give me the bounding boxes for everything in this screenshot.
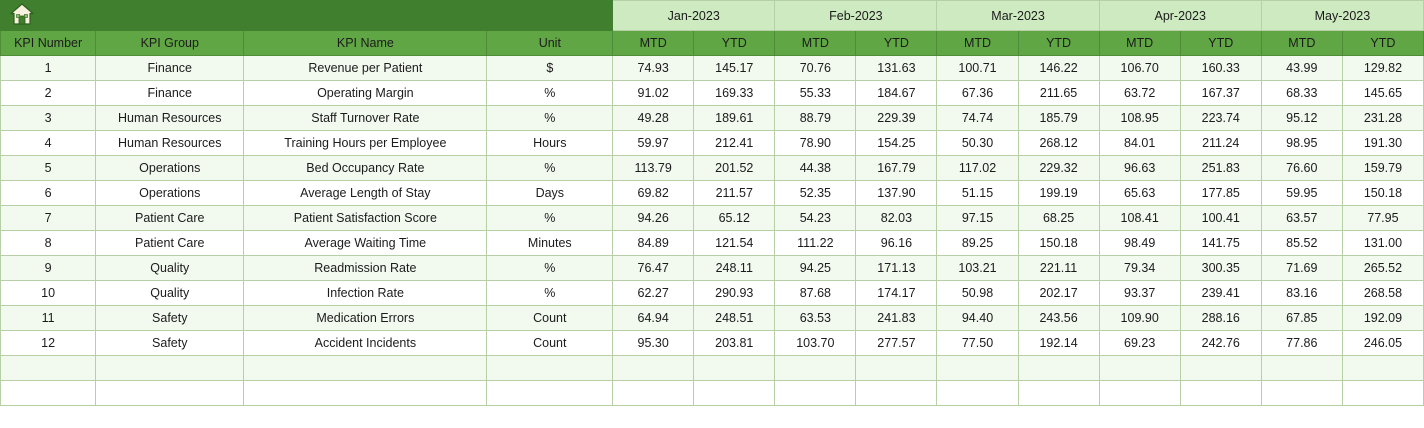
cell-jan-ytd: 248.51 [694, 306, 775, 331]
cell-apr-ytd: 300.35 [1180, 256, 1261, 281]
header-may-ytd: YTD [1342, 31, 1423, 56]
cell-apr-ytd: 160.33 [1180, 56, 1261, 81]
cell-feb-mtd: 87.68 [775, 281, 856, 306]
cell-apr-ytd: 141.75 [1180, 231, 1261, 256]
cell-kpi-name: Accident Incidents [244, 331, 487, 356]
cell-jan-ytd: 211.57 [694, 181, 775, 206]
cell-unit: Days [487, 181, 613, 206]
cell-may-mtd: 59.95 [1261, 181, 1342, 206]
cell-feb-ytd: 229.39 [856, 106, 937, 131]
cell-unit: % [487, 156, 613, 181]
cell-kpi-group: Safety [96, 306, 244, 331]
cell-kpi-group: Operations [96, 181, 244, 206]
table-row [1, 306, 1424, 331]
cell-kpi-name: Infection Rate [244, 281, 487, 306]
cell-jan-mtd: 94.26 [613, 206, 694, 231]
cell-apr-mtd: 108.95 [1099, 106, 1180, 131]
cell-jan-mtd: 49.28 [613, 106, 694, 131]
cell-kpi-name [244, 356, 487, 381]
table-row [1, 256, 1424, 281]
cell-kpi-number: 7 [1, 206, 96, 231]
header-mar-mtd: MTD [937, 31, 1018, 56]
cell-apr-ytd: 177.85 [1180, 181, 1261, 206]
cell-may-ytd: 131.00 [1342, 231, 1423, 256]
cell-kpi-name: Bed Occupancy Rate [244, 156, 487, 181]
cell-kpi-number: 4 [1, 131, 96, 156]
cell-may-ytd: 192.09 [1342, 306, 1423, 331]
table-row [1, 81, 1424, 106]
cell-jan-mtd: 95.30 [613, 331, 694, 356]
cell-apr-ytd: 239.41 [1180, 281, 1261, 306]
cell-mar-ytd: 221.11 [1018, 256, 1099, 281]
cell-mar-mtd: 50.30 [937, 131, 1018, 156]
cell-jan-mtd: 64.94 [613, 306, 694, 331]
cell-mar-ytd: 211.65 [1018, 81, 1099, 106]
cell-may-mtd [1261, 381, 1342, 406]
cell-feb-ytd: 154.25 [856, 131, 937, 156]
cell-kpi-name: Readmission Rate [244, 256, 487, 281]
cell-feb-ytd: 241.83 [856, 306, 937, 331]
month-header-jan: Jan-2023 [613, 1, 775, 31]
cell-apr-mtd: 65.63 [1099, 181, 1180, 206]
cell-apr-ytd: 100.41 [1180, 206, 1261, 231]
cell-apr-ytd [1180, 356, 1261, 381]
cell-kpi-name: Revenue per Patient [244, 56, 487, 81]
month-header-feb: Feb-2023 [775, 1, 937, 31]
cell-may-mtd: 76.60 [1261, 156, 1342, 181]
month-header-mar: Mar-2023 [937, 1, 1099, 31]
cell-apr-mtd: 106.70 [1099, 56, 1180, 81]
cell-may-ytd: 265.52 [1342, 256, 1423, 281]
cell-kpi-group [96, 356, 244, 381]
cell-mar-mtd: 103.21 [937, 256, 1018, 281]
cell-feb-mtd: 55.33 [775, 81, 856, 106]
table-row [1, 131, 1424, 156]
cell-kpi-number: 6 [1, 181, 96, 206]
cell-mar-ytd: 268.12 [1018, 131, 1099, 156]
cell-kpi-group: Patient Care [96, 206, 244, 231]
cell-kpi-number [1, 381, 96, 406]
table-row [1, 381, 1424, 406]
cell-mar-mtd: 100.71 [937, 56, 1018, 81]
cell-may-ytd: 246.05 [1342, 331, 1423, 356]
cell-mar-ytd: 202.17 [1018, 281, 1099, 306]
header-jan-mtd: MTD [613, 31, 694, 56]
cell-kpi-name: Operating Margin [244, 81, 487, 106]
cell-unit: % [487, 206, 613, 231]
cell-may-ytd: 129.82 [1342, 56, 1423, 81]
header-apr-mtd: MTD [1099, 31, 1180, 56]
cell-jan-mtd: 76.47 [613, 256, 694, 281]
cell-mar-ytd: 229.32 [1018, 156, 1099, 181]
cell-may-ytd: 145.65 [1342, 81, 1423, 106]
cell-apr-mtd: 84.01 [1099, 131, 1180, 156]
cell-apr-mtd: 69.23 [1099, 331, 1180, 356]
cell-jan-ytd [694, 381, 775, 406]
cell-jan-ytd: 121.54 [694, 231, 775, 256]
header-kpi-number: KPI Number [1, 31, 96, 56]
cell-feb-mtd: 103.70 [775, 331, 856, 356]
cell-feb-ytd: 96.16 [856, 231, 937, 256]
cell-kpi-group: Quality [96, 256, 244, 281]
cell-jan-mtd: 74.93 [613, 56, 694, 81]
cell-mar-mtd: 97.15 [937, 206, 1018, 231]
cell-feb-mtd: 111.22 [775, 231, 856, 256]
cell-jan-ytd: 201.52 [694, 156, 775, 181]
header-jan-ytd: YTD [694, 31, 775, 56]
cell-feb-mtd [775, 356, 856, 381]
cell-kpi-group [96, 381, 244, 406]
cell-unit: Hours [487, 131, 613, 156]
cell-kpi-name: Patient Satisfaction Score [244, 206, 487, 231]
cell-mar-mtd [937, 381, 1018, 406]
cell-unit: % [487, 281, 613, 306]
cell-unit: Count [487, 306, 613, 331]
cell-unit: Minutes [487, 231, 613, 256]
column-header-row [1, 31, 1424, 56]
table-body [1, 56, 1424, 406]
cell-feb-ytd: 174.17 [856, 281, 937, 306]
cell-feb-ytd: 184.67 [856, 81, 937, 106]
cell-may-ytd: 150.18 [1342, 181, 1423, 206]
cell-mar-ytd [1018, 381, 1099, 406]
header-mar-ytd: YTD [1018, 31, 1099, 56]
cell-feb-mtd: 44.38 [775, 156, 856, 181]
cell-jan-mtd: 84.89 [613, 231, 694, 256]
cell-kpi-group: Finance [96, 81, 244, 106]
cell-apr-mtd: 63.72 [1099, 81, 1180, 106]
header-feb-ytd: YTD [856, 31, 937, 56]
cell-feb-mtd: 52.35 [775, 181, 856, 206]
cell-apr-ytd: 211.24 [1180, 131, 1261, 156]
cell-may-mtd: 63.57 [1261, 206, 1342, 231]
cell-kpi-number: 12 [1, 331, 96, 356]
cell-apr-ytd: 167.37 [1180, 81, 1261, 106]
cell-may-mtd: 98.95 [1261, 131, 1342, 156]
cell-may-ytd: 231.28 [1342, 106, 1423, 131]
cell-kpi-number: 8 [1, 231, 96, 256]
cell-feb-mtd [775, 381, 856, 406]
cell-apr-ytd: 223.74 [1180, 106, 1261, 131]
cell-mar-ytd: 68.25 [1018, 206, 1099, 231]
cell-mar-ytd: 150.18 [1018, 231, 1099, 256]
cell-kpi-name: Training Hours per Employee [244, 131, 487, 156]
cell-may-mtd: 71.69 [1261, 256, 1342, 281]
cell-may-mtd: 95.12 [1261, 106, 1342, 131]
cell-apr-ytd: 251.83 [1180, 156, 1261, 181]
cell-mar-ytd: 146.22 [1018, 56, 1099, 81]
cell-mar-mtd: 89.25 [937, 231, 1018, 256]
cell-unit: $ [487, 56, 613, 81]
cell-apr-mtd: 98.49 [1099, 231, 1180, 256]
cell-may-mtd: 68.33 [1261, 81, 1342, 106]
cell-may-ytd [1342, 381, 1423, 406]
cell-kpi-number: 3 [1, 106, 96, 131]
cell-may-ytd: 77.95 [1342, 206, 1423, 231]
header-kpi-group: KPI Group [96, 31, 244, 56]
month-header-may: May-2023 [1261, 1, 1423, 31]
cell-apr-mtd: 108.41 [1099, 206, 1180, 231]
cell-mar-mtd: 51.15 [937, 181, 1018, 206]
cell-kpi-number: 2 [1, 81, 96, 106]
table-row [1, 56, 1424, 81]
table-row [1, 331, 1424, 356]
cell-kpi-number: 5 [1, 156, 96, 181]
cell-feb-ytd [856, 381, 937, 406]
cell-mar-mtd: 94.40 [937, 306, 1018, 331]
table-row [1, 181, 1424, 206]
cell-unit: % [487, 81, 613, 106]
cell-feb-mtd: 70.76 [775, 56, 856, 81]
header-feb-mtd: MTD [775, 31, 856, 56]
cell-mar-ytd: 185.79 [1018, 106, 1099, 131]
cell-apr-ytd: 242.76 [1180, 331, 1261, 356]
cell-jan-mtd: 113.79 [613, 156, 694, 181]
cell-jan-ytd: 145.17 [694, 56, 775, 81]
cell-jan-mtd: 59.97 [613, 131, 694, 156]
cell-feb-ytd [856, 356, 937, 381]
cell-mar-mtd [937, 356, 1018, 381]
cell-feb-ytd: 277.57 [856, 331, 937, 356]
cell-feb-ytd: 167.79 [856, 156, 937, 181]
home-icon[interactable] [9, 1, 612, 30]
cell-may-mtd: 77.86 [1261, 331, 1342, 356]
cell-jan-mtd: 62.27 [613, 281, 694, 306]
cell-apr-mtd [1099, 356, 1180, 381]
cell-apr-mtd: 93.37 [1099, 281, 1180, 306]
cell-kpi-group: Operations [96, 156, 244, 181]
cell-jan-ytd: 169.33 [694, 81, 775, 106]
cell-apr-mtd [1099, 381, 1180, 406]
home-banner-cell[interactable] [1, 1, 613, 31]
cell-mar-mtd: 77.50 [937, 331, 1018, 356]
table-row [1, 281, 1424, 306]
cell-feb-mtd: 88.79 [775, 106, 856, 131]
cell-kpi-group: Safety [96, 331, 244, 356]
cell-kpi-number [1, 356, 96, 381]
cell-kpi-group: Human Resources [96, 131, 244, 156]
table-row [1, 106, 1424, 131]
cell-apr-ytd: 288.16 [1180, 306, 1261, 331]
cell-feb-mtd: 54.23 [775, 206, 856, 231]
cell-mar-ytd [1018, 356, 1099, 381]
table-row [1, 206, 1424, 231]
cell-kpi-name: Average Length of Stay [244, 181, 487, 206]
cell-may-mtd: 83.16 [1261, 281, 1342, 306]
cell-unit [487, 356, 613, 381]
cell-kpi-group: Human Resources [96, 106, 244, 131]
cell-feb-mtd: 63.53 [775, 306, 856, 331]
cell-apr-mtd: 96.63 [1099, 156, 1180, 181]
cell-jan-mtd [613, 356, 694, 381]
cell-jan-ytd: 248.11 [694, 256, 775, 281]
table-header [1, 1, 1424, 56]
month-header-apr: Apr-2023 [1099, 1, 1261, 31]
cell-unit: % [487, 256, 613, 281]
table-row [1, 231, 1424, 256]
cell-may-ytd: 159.79 [1342, 156, 1423, 181]
cell-jan-mtd: 69.82 [613, 181, 694, 206]
cell-may-mtd: 85.52 [1261, 231, 1342, 256]
cell-kpi-number: 1 [1, 56, 96, 81]
cell-may-ytd [1342, 356, 1423, 381]
cell-unit [487, 381, 613, 406]
cell-apr-mtd: 79.34 [1099, 256, 1180, 281]
cell-jan-ytd: 203.81 [694, 331, 775, 356]
cell-kpi-group: Finance [96, 56, 244, 81]
cell-kpi-number: 9 [1, 256, 96, 281]
cell-jan-ytd: 212.41 [694, 131, 775, 156]
cell-kpi-name: Medication Errors [244, 306, 487, 331]
cell-jan-ytd: 65.12 [694, 206, 775, 231]
cell-unit: Count [487, 331, 613, 356]
cell-feb-mtd: 94.25 [775, 256, 856, 281]
cell-mar-ytd: 243.56 [1018, 306, 1099, 331]
cell-kpi-name [244, 381, 487, 406]
cell-mar-mtd: 117.02 [937, 156, 1018, 181]
table-row [1, 156, 1424, 181]
cell-jan-ytd: 189.61 [694, 106, 775, 131]
cell-may-mtd: 67.85 [1261, 306, 1342, 331]
cell-kpi-group: Patient Care [96, 231, 244, 256]
cell-feb-ytd: 137.90 [856, 181, 937, 206]
cell-jan-ytd: 290.93 [694, 281, 775, 306]
cell-kpi-group: Quality [96, 281, 244, 306]
table-row [1, 356, 1424, 381]
cell-mar-mtd: 67.36 [937, 81, 1018, 106]
header-kpi-name: KPI Name [244, 31, 487, 56]
cell-mar-ytd: 199.19 [1018, 181, 1099, 206]
cell-may-ytd: 191.30 [1342, 131, 1423, 156]
header-apr-ytd: YTD [1180, 31, 1261, 56]
cell-may-mtd [1261, 356, 1342, 381]
cell-mar-ytd: 192.14 [1018, 331, 1099, 356]
header-may-mtd: MTD [1261, 31, 1342, 56]
cell-may-mtd: 43.99 [1261, 56, 1342, 81]
cell-mar-mtd: 74.74 [937, 106, 1018, 131]
cell-kpi-number: 11 [1, 306, 96, 331]
cell-kpi-name: Staff Turnover Rate [244, 106, 487, 131]
cell-jan-mtd: 91.02 [613, 81, 694, 106]
cell-kpi-number: 10 [1, 281, 96, 306]
cell-mar-mtd: 50.98 [937, 281, 1018, 306]
cell-unit: % [487, 106, 613, 131]
cell-jan-mtd [613, 381, 694, 406]
cell-may-ytd: 268.58 [1342, 281, 1423, 306]
cell-feb-ytd: 82.03 [856, 206, 937, 231]
banner-row [1, 1, 1424, 31]
cell-feb-mtd: 78.90 [775, 131, 856, 156]
cell-apr-mtd: 109.90 [1099, 306, 1180, 331]
cell-feb-ytd: 171.13 [856, 256, 937, 281]
header-unit: Unit [487, 31, 613, 56]
cell-apr-ytd [1180, 381, 1261, 406]
cell-kpi-name: Average Waiting Time [244, 231, 487, 256]
cell-jan-ytd [694, 356, 775, 381]
cell-feb-ytd: 131.63 [856, 56, 937, 81]
